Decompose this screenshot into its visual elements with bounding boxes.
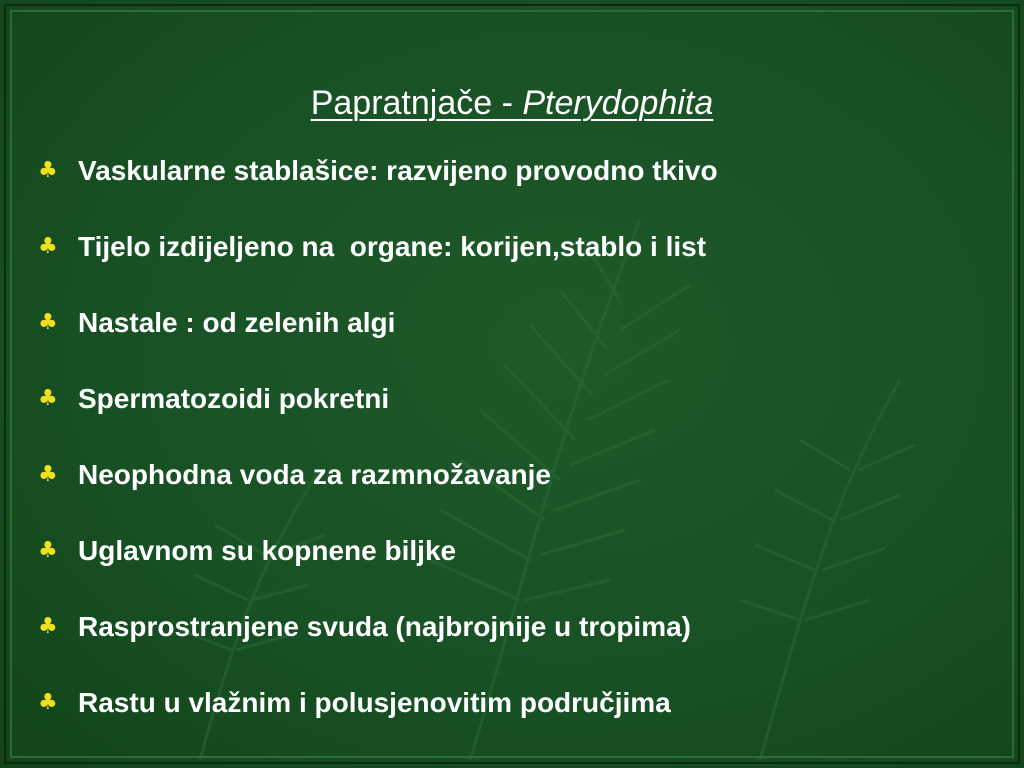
list-item-text: Tijelo izdijeljeno na organe: korijen,stablo i list (78, 231, 707, 262)
club-bullet-icon: ♣ (38, 538, 58, 563)
list-item (38, 607, 998, 683)
list-item (38, 683, 998, 759)
list-item (38, 531, 998, 607)
list-item-text: Rasprostranjene svuda (najbrojnije u tropima) (78, 611, 692, 642)
club-bullet-icon: ♣ (38, 386, 58, 411)
slide-title (0, 84, 1024, 123)
list-item-text: Neophodna voda za razmnožavanje (78, 459, 551, 490)
list-item (38, 227, 998, 303)
list-item (38, 151, 998, 227)
club-bullet-icon: ♣ (38, 690, 58, 715)
list-item-text: Rastu u vlažnim i polusjenovitim područjima (78, 687, 671, 718)
list-item-text: Nastale : od zelenih algi (78, 307, 396, 338)
club-bullet-icon: ♣ (38, 310, 58, 335)
club-bullet-icon: ♣ (38, 614, 58, 639)
list-item-text: Spermatozoidi pokretni (78, 383, 390, 414)
list-item (38, 303, 998, 379)
club-bullet-icon: ♣ (38, 234, 58, 259)
list-item-text: Vaskularne stablašice: razvijeno provodno tkivo (78, 155, 718, 186)
club-bullet-icon: ♣ (38, 462, 58, 487)
bullet-list (38, 151, 998, 759)
list-item-text: Uglavnom su kopnene biljke (78, 535, 457, 566)
title-main: Papratnjače - (310, 84, 523, 122)
list-item (38, 455, 998, 531)
title-italic: Pterydophita (522, 84, 714, 122)
list-item (38, 379, 998, 455)
club-bullet-icon: ♣ (38, 158, 58, 183)
